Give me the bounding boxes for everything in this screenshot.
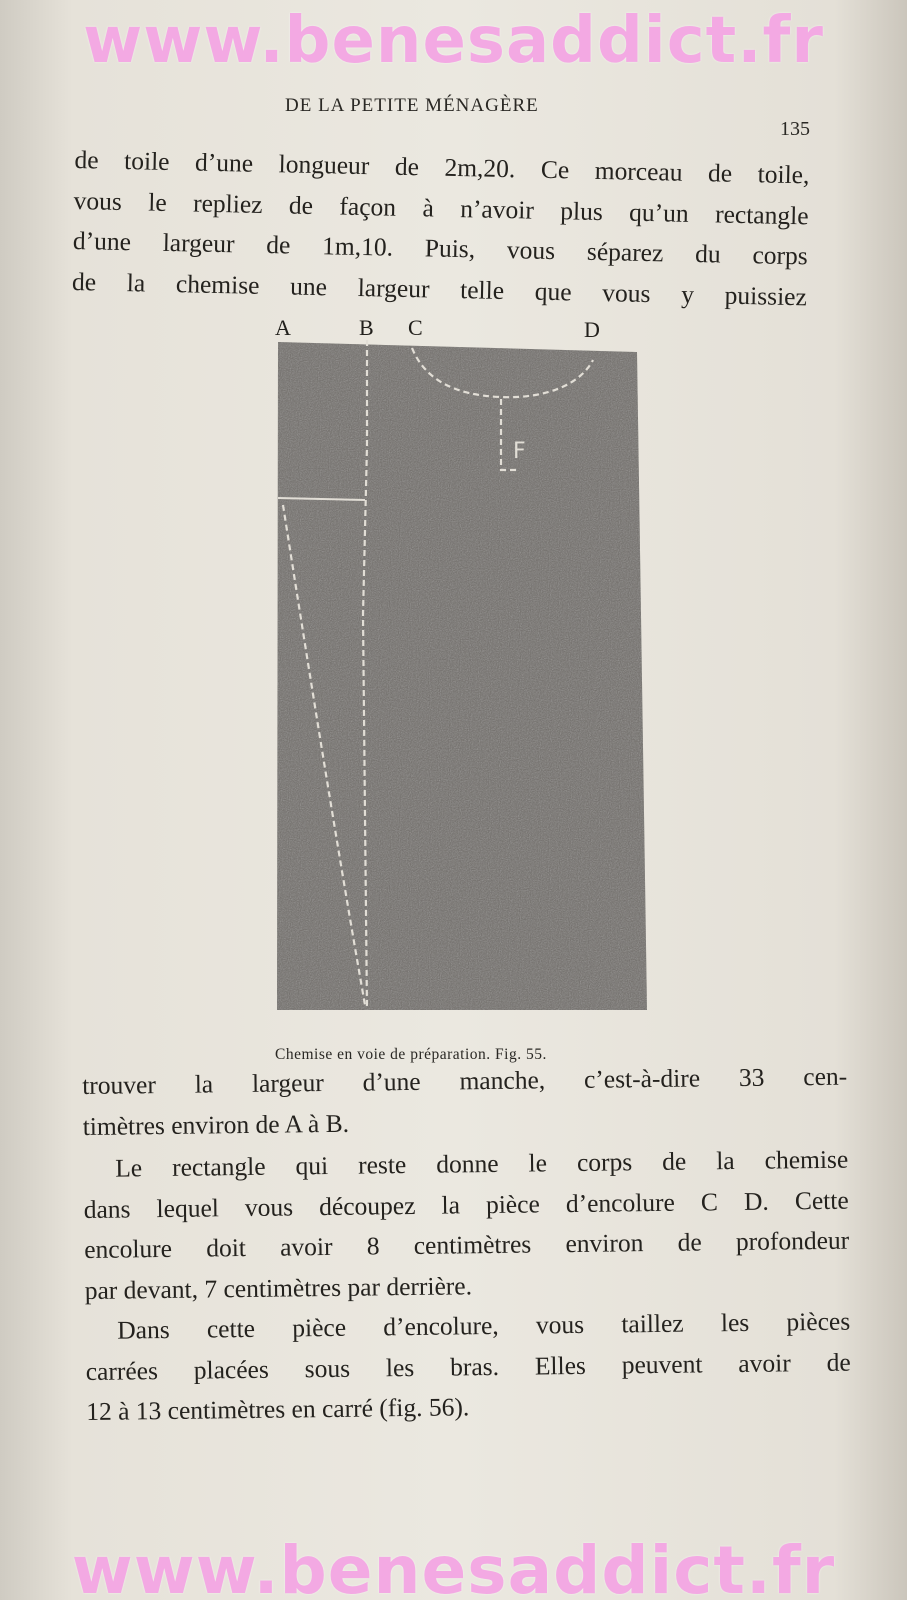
text-line: encolure doit avoir 8 centimètres environ de profondeur xyxy=(84,1225,850,1264)
watermark-bottom: www.benesaddict.fr xyxy=(71,1532,836,1600)
fabric-diagram xyxy=(275,315,655,1020)
text-line: de toile d’une longueur de 2m,20. Ce morceau de toile, xyxy=(74,144,810,190)
label-a: A xyxy=(275,315,291,340)
figure-chemise-diagram xyxy=(275,315,655,1020)
text-line: Dans cette pièce d’encolure, vous taillez les pièces xyxy=(117,1306,851,1345)
text-line: Le rectangle qui reste donne le corps de la chemise xyxy=(115,1144,849,1183)
fabric-rectangle xyxy=(277,342,647,1010)
label-f: F xyxy=(513,439,526,464)
paragraph-bottom-group xyxy=(82,1057,851,1433)
text-line: vous le repliez de façon à n’avoir plus qu’un rectangle xyxy=(73,185,809,230)
paragraph-top xyxy=(72,140,810,317)
text-line: par devant, 7 centimètres par derrière. xyxy=(84,1270,473,1305)
text-line: trouver la largeur d’une manche, c’est-à-dire 33 cen- xyxy=(82,1061,848,1100)
text-line: timètres environ de A à B. xyxy=(82,1108,350,1141)
text-line: de la chemise une largeur telle que vous y puissiez xyxy=(71,266,808,311)
page-number: 135 xyxy=(780,118,810,140)
text-line: 12 à 13 centimètres en carré (fig. 56). xyxy=(86,1392,470,1426)
text-line: carrées placées sous les bras. Elles peuvent avoir de xyxy=(85,1347,851,1386)
watermark-top: www.benesaddict.fr xyxy=(83,4,824,78)
text-line: dans lequel vous découpez la pièce d’encolure C D. Cette xyxy=(83,1185,849,1224)
text-line: d’une largeur de 1m,10. Puis, vous séparez du corps xyxy=(72,225,809,271)
label-b: B xyxy=(359,315,374,340)
label-d: D xyxy=(584,317,600,342)
running-head: DE LA PETITE MÉNAGÈRE xyxy=(285,95,539,116)
figure-caption: Chemise en voie de préparation. Fig. 55. xyxy=(275,1046,547,1063)
label-c: C xyxy=(408,315,423,340)
